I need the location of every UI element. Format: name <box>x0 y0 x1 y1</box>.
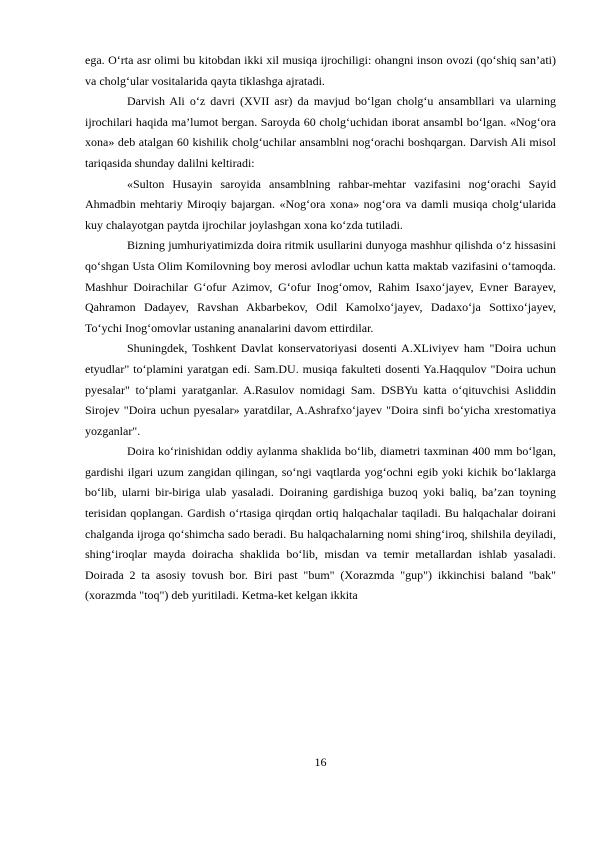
paragraph-konservatoriya: Shuningdek, Toshkent Davlat konservatoriyasi dosenti A.XLiviyev ham "Doira uchun etyudlar" to‘plamini yaratgan edi. Sam.DU. musiqa fakulteti dosenti Ya.Haqqulov "Doira uchun pyesalar" to‘plami yaratganlar. A.Rasulov nomidagi Sam. DSBYu katta o‘qituvchisi Asliddin Sirojev "Doira uchun pyesalar» yaratdilar, A.Ashrafxo‘jayev "Doira sinfi bo‘yicha xrestomatiya yozganlar". <box>85 341 556 438</box>
paragraph-darvish-ali: Darvish Ali o‘z davri (XVII asr) da mavjud bo‘lgan cholg‘u ansambllari va ularning ijrochilari haqida ma’lumot bergan. Saroyda 60 cholg‘uchidan iborat ansambl bo‘lgan. «Nog‘ora xona» deb atalgan 60 kishilik cholg‘uchilar ansamblni nog‘orachi boshqargan. Darvish Ali misol tariqasida shunday dalilni keltiradi: <box>85 94 556 170</box>
document-page-body <box>85 50 556 606</box>
page-number: 16 <box>314 755 327 769</box>
paragraph-doira-description: Doira ko‘rinishidan oddiy aylanma shaklida bo‘lib, diametri taxminan 400 mm bo‘lgan, gardishi ilgari uzum zangidan qilingan, so‘ngi vaqtlarda yog‘ochni egib yoki kichik bo‘laklarga bo‘lib, ularni bir-biriga ulab yasaladi. Doiraning gardishiga buzoq yoki baliq, ba’zan toyning terisidan qoplangan. Gardish o‘rtasiga qirqdan ortiq halqachalar taqiladi. Bu halqachalar doirani chalganda ijroga qo‘shimcha sado beradi. Bu halqachalarning nomi shing‘iroq, shilshila deyiladi, shing‘iroqlar mayda doiracha shaklida bo‘lib, misdan va temir metallardan ishlab yasaladi. Doirada 2 ta asosiy tovush bor. Biri past "bum" (Xorazmda "gup") ikkinchisi baland "bak" (xorazmda "toq") deb yuritiladi. Ketma-ket kelgan ikkita <box>85 444 556 603</box>
paragraph-continuation: ega. O‘rta asr olimi bu kitobdan ikki xil musiqa ijrochiligi: ohangni inson ovozi (qo‘shiq san’ati) va cholg‘ular vositalarida qayta tiklashga ajratadi. <box>85 53 556 88</box>
paragraph-jumhuriyat: Bizning jumhuriyatimizda doira ritmik usullarini dunyoga mashhur qilishda o‘z hissasini qo‘shgan Usta Olim Komilovning boy merosi avlodlar uchun katta maktab vazifasini o‘tamoqda. Mashhur Doirachilar G‘ofur Azimov, G‘ofur Inog‘omov, Rahim Isaxo‘jayev, Evner Barayev, Qahramon Dadayev, Ravshan Akbarbekov, Odil Kamolxo‘jayev, Dadaxo‘ja Sottixo‘jayev, To‘ychi Inog‘omovlar ustaning ananalarini davom ettirdilar. <box>85 238 556 335</box>
paragraph-sulton-husayin: «Sulton Husayin saroyida ansamblning rahbar-mehtar vazifasini nog‘orachi Sayid Ahmadbin mehtariy Miroqiy bajargan. «Nog‘ora xona» nog‘ora va damli musiqa cholg‘ularida kuy chalayotgan paytda ijrochilar joylashgan xona ko‘zda tutiladi. <box>85 176 556 232</box>
